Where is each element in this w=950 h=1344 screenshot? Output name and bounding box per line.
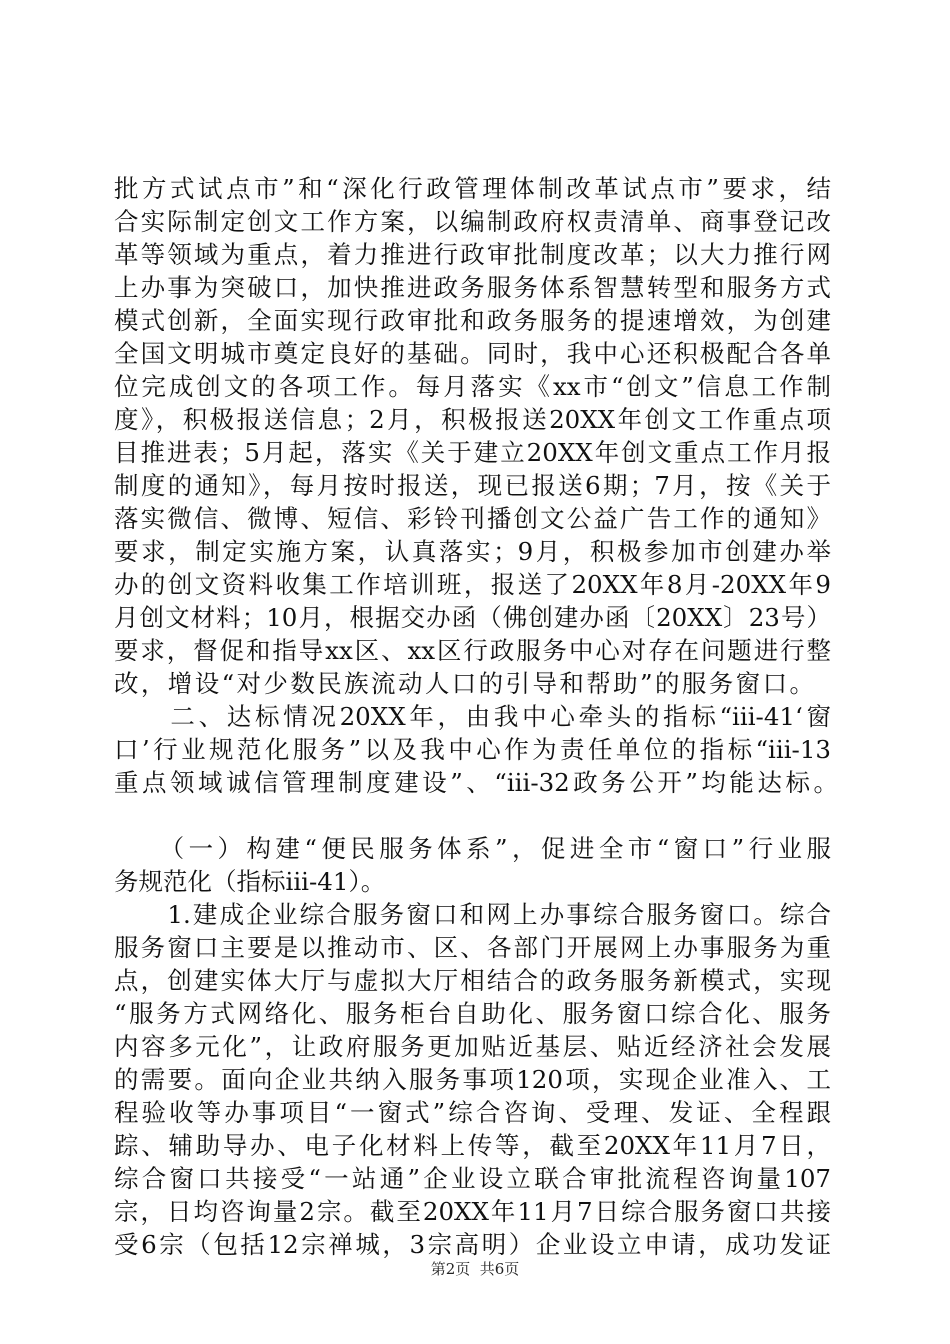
body-line: 上办事为突破口，加快推进政务服务体系智慧转型和服务方式 (114, 273, 831, 302)
body-line: 革等领域为重点，着力推进行政审批制度改革；以大力推行网 (114, 240, 831, 269)
body-line: 1.建成企业综合服务窗口和网上办事综合服务窗口。综合 (114, 900, 831, 929)
page-number-footer: 第2页 共6页 (430, 1260, 520, 1278)
body-line: 综合窗口共接受“一站通”企业设立联合审批流程咨询量107 (114, 1164, 831, 1193)
body-line: 落实微信、微博、短信、彩铃刊播创文公益广告工作的通知》 (114, 504, 831, 533)
body-line: 点，创建实体大厅与虚拟大厅相结合的政务服务新模式，实现 (114, 966, 831, 995)
body-line: 制度的通知》，每月按时报送，现已报送6期；7月，按《关于 (114, 471, 831, 500)
body-line: 月创文材料；10月，根据交办函（佛创建办函〔20XX〕23号） (114, 603, 831, 632)
body-line: 全国文明城市奠定良好的基础。同时，我中心还积极配合各单 (114, 339, 831, 368)
body-line: 批方式试点市”和“深化行政管理体制改革试点市”要求，结 (114, 174, 831, 203)
body-line: 合实际制定创文工作方案，以编制政府权责清单、商事登记改 (114, 207, 831, 236)
body-line: 服务窗口主要是以推动市、区、各部门开展网上办事服务为重 (114, 933, 831, 962)
body-line: 度》，积极报送信息；2月，积极报送20XX年创文工作重点项 (114, 405, 831, 434)
body-line: 内容多元化”，让政府服务更加贴近基层、贴近经济社会发展 (114, 1032, 831, 1061)
body-line: 位完成创文的各项工作。每月落实《xx市“创文”信息工作制 (114, 372, 831, 401)
body-line: 改，增设“对少数民族流动人口的引导和帮助”的服务窗口。 (114, 669, 814, 698)
body-line: 踪、辅助导办、电子化材料上传等，截至20XX年11月7日， (114, 1131, 831, 1160)
body-line: 宗，日均咨询量2宗。截至20XX年11月7日综合服务窗口共接 (114, 1197, 831, 1226)
body-line: 二、达标情况20XX年，由我中心牵头的指标“iii-41‘窗 (114, 702, 831, 731)
body-line: 目推进表；5月起，落实《关于建立20XX年创文重点工作月报 (114, 438, 831, 467)
body-line: 模式创新，全面实现行政审批和政务服务的提速增效，为创建 (114, 306, 831, 335)
section-heading-line: （一）构建“便民服务体系”，促进全市“窗口”行业服 (114, 834, 831, 863)
body-line: 办的创文资料收集工作培训班，报送了20XX年8月-20XX年9 (114, 570, 831, 599)
body-line: 受6宗（包括12宗禅城，3宗高明）企业设立申请，成功发证 (114, 1230, 831, 1259)
section-heading-line: 务规范化（指标iii-41）。 (114, 867, 386, 896)
body-line: 的需要。面向企业共纳入服务事项120项，实现企业准入、工 (114, 1065, 831, 1094)
body-line: 口’行业规范化服务”以及我中心作为责任单位的指标“iii-13 (114, 735, 831, 764)
body-line: 要求，制定实施方案，认真落实；9月，积极参加市创建办举 (114, 537, 831, 566)
body-line: 要求，督促和指导xx区、xx区行政服务中心对存在问题进行整 (114, 636, 831, 665)
body-line: “服务方式网络化、服务柜台自助化、服务窗口综合化、服务 (114, 999, 831, 1028)
body-line: 程验收等办事项目“一窗式”综合咨询、受理、发证、全程跟 (114, 1098, 831, 1127)
body-line: 重点领域诚信管理制度建设”、“iii-32政务公开”均能达标。 (114, 768, 838, 797)
